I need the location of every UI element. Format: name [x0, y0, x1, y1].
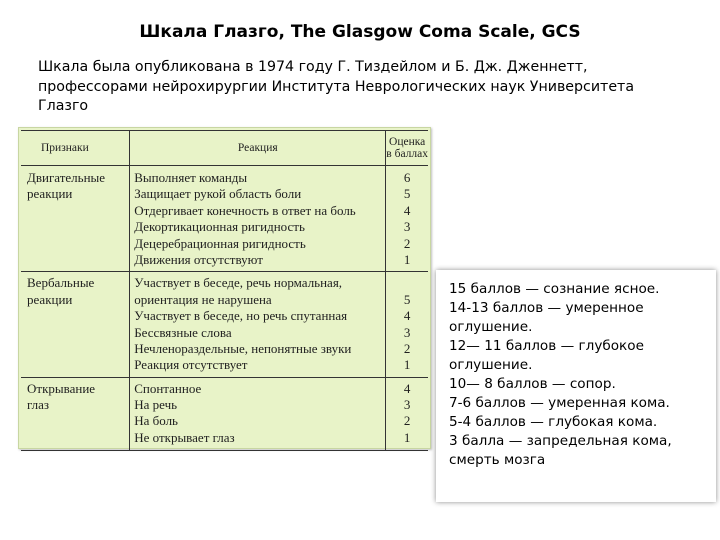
sign-line: Вербальные — [27, 275, 95, 291]
table-row — [21, 272, 428, 377]
score-value: 2 — [403, 235, 411, 251]
reaction-line: На боль — [134, 413, 178, 429]
reaction-cell — [130, 166, 386, 272]
score-value: 3 — [403, 397, 411, 413]
glasgow-scale-table — [21, 130, 428, 451]
reaction-line: Спонтанное — [134, 380, 202, 396]
sign-line: реакции — [27, 291, 73, 307]
score-value: 1 — [403, 429, 411, 445]
score-value: 4 — [403, 202, 411, 218]
table-row — [21, 377, 428, 451]
interpretation-line: 14-13 баллов — умеренное — [449, 300, 644, 316]
reaction-line: Выполняет команды — [134, 170, 248, 185]
interpretation-line: смерть мозга — [449, 452, 546, 468]
score-value: 4 — [403, 380, 411, 396]
reaction-line: Отдергивает конечность в ответ на боль — [134, 202, 356, 218]
score-value: 2 — [403, 413, 411, 429]
score-value: 4 — [403, 308, 411, 324]
reaction-cell — [130, 377, 386, 451]
score-cell — [386, 166, 428, 272]
header-sign: Признаки — [21, 131, 130, 166]
reaction-line: Не открывает глаз — [134, 429, 235, 445]
reaction-line: Защищает рукой область боли — [134, 186, 302, 202]
score-value: 5 — [403, 186, 411, 202]
score-value: 2 — [403, 340, 411, 356]
sign-cell — [21, 377, 130, 451]
intro-text — [38, 58, 678, 117]
intro-line: профессорами нейрохирургии Института Неврологических наук Университета — [38, 78, 635, 95]
glasgow-scale-table-image — [18, 127, 431, 449]
interpretation-line: 7-6 баллов — умеренная кома. — [449, 395, 670, 411]
score-value — [386, 275, 428, 291]
score-value: 1 — [403, 251, 411, 267]
reaction-line: Децеребрационная ригидность — [134, 235, 306, 251]
slide-title: Шкала Глазго, The Glasgow Coma Scale, GCS — [139, 22, 581, 42]
sign-line: реакции — [27, 186, 73, 202]
intro-line: Глазго — [38, 98, 89, 114]
score-interpretation-box — [436, 270, 716, 502]
score-value: 3 — [403, 219, 411, 235]
score-value: 5 — [403, 291, 411, 307]
sign-line: Двигательные — [27, 170, 106, 185]
reaction-line: Участвует в беседе, но речь спутанная — [134, 308, 348, 324]
interpretation-line: 15 баллов — сознание ясное. — [449, 281, 660, 297]
score-cell — [386, 377, 428, 451]
score-cell — [386, 272, 428, 377]
interpretation-line: 3 балла — запредельная кома, — [449, 433, 672, 449]
interpretation-line: 12— 11 баллов — глубокое — [449, 338, 644, 354]
interpretation-line: 5-4 баллов — глубокая кома. — [449, 414, 658, 430]
header-score-line: в баллах — [386, 148, 428, 160]
sign-cell — [21, 272, 130, 377]
interpretation-line: оглушение. — [449, 357, 533, 373]
reaction-line: Движения отсутствуют — [134, 251, 263, 267]
sign-cell — [21, 166, 130, 272]
reaction-line: ориентация не нарушена — [134, 291, 272, 307]
interpretation-line: оглушение. — [449, 319, 533, 335]
header-score — [386, 131, 428, 166]
intro-line: Шкала была опубликована в 1974 году Г. Тиздейлом и Б. Дж. Дженнетт, — [38, 59, 588, 75]
header-score-line: Оценка — [389, 136, 426, 148]
score-value: 1 — [403, 357, 411, 373]
reaction-line: Декортикационная ригидность — [134, 219, 305, 235]
reaction-line: Участвует в беседе, речь нормальная, — [134, 275, 343, 291]
sign-line: Открывание — [27, 380, 96, 396]
reaction-line: На речь — [134, 397, 178, 413]
sign-line: глаз — [27, 397, 50, 413]
reaction-line: Нечленораздельные, непонятные звуки — [134, 340, 352, 356]
interpretation-line: 10— 8 баллов — сопор. — [449, 376, 616, 392]
reaction-line: Реакция отсутствует — [134, 357, 248, 373]
score-value: 6 — [403, 170, 411, 185]
header-reaction: Реакция — [130, 131, 386, 166]
score-value: 3 — [403, 324, 411, 340]
reaction-line: Бессвязные слова — [134, 324, 232, 340]
reaction-cell — [130, 272, 386, 377]
table-row — [21, 166, 428, 272]
